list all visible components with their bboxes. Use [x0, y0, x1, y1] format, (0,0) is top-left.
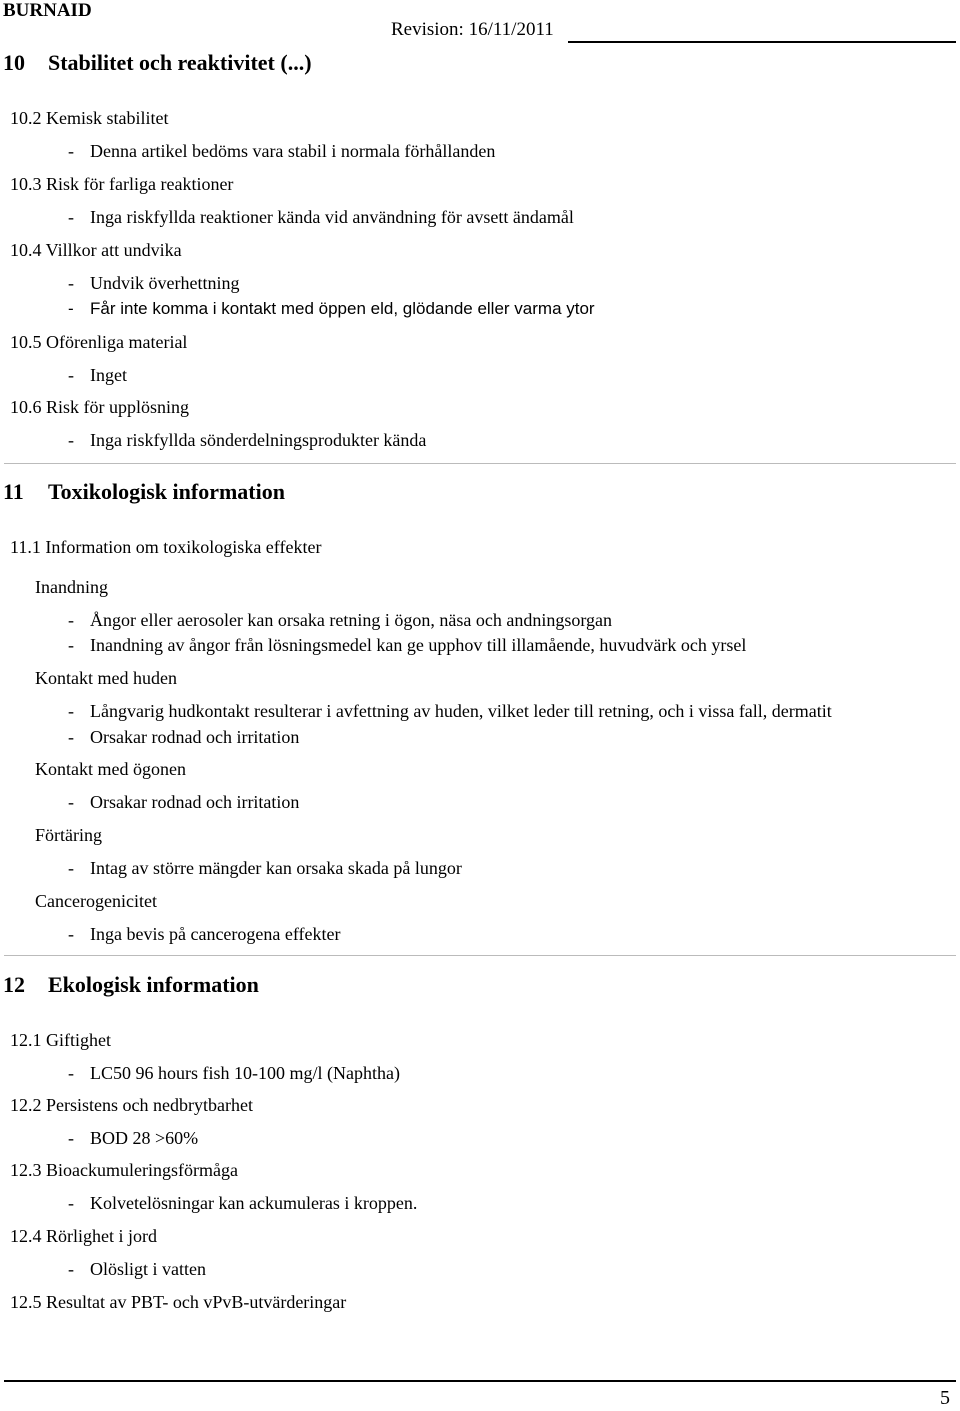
section-10-heading: [3, 50, 312, 76]
subsection-10-3: 10.3 Risk för farliga reaktioner: [10, 174, 234, 194]
category-inhalation: Inandning: [35, 577, 108, 597]
list-item: - Orsakar rodnad och irritation: [68, 792, 300, 812]
list-item: - Inga riskfyllda sönderdelningsprodukter kända: [68, 430, 427, 450]
section-12-heading: [3, 972, 259, 998]
brand-name: BURNAID: [3, 0, 92, 21]
subsection-10-4: 10.4 Villkor att undvika: [10, 240, 182, 260]
header-rule: [568, 41, 956, 43]
section-number: 11: [3, 479, 24, 504]
category-ingestion: Förtäring: [35, 825, 102, 845]
subsection-11-1: 11.1 Information om toxikologiska effekter: [10, 537, 322, 557]
list-item: - Inandning av ångor från lösningsmedel kan ge upphov till illamående, huvudvärk och yrsel: [68, 635, 747, 655]
footer-rule: [4, 1380, 956, 1382]
list-item: - Inga riskfyllda reaktioner kända vid användning för avsett ändamål: [68, 207, 574, 227]
page-number: 5: [940, 1387, 950, 1409]
section-title: Ekologisk information: [48, 972, 259, 997]
list-item: - Intag av större mängder kan orsaka skada på lungor: [68, 858, 462, 878]
category-skin-contact: Kontakt med huden: [35, 668, 177, 688]
section-number: 12: [3, 972, 25, 997]
section-title: Toxikologisk information: [48, 479, 285, 504]
section-title: Stabilitet och reaktivitet (...): [48, 50, 312, 75]
section-divider: [4, 463, 956, 464]
subsection-10-5: 10.5 Oförenliga material: [10, 332, 188, 352]
list-item: - Denna artikel bedöms vara stabil i normala förhållanden: [68, 141, 496, 161]
subsection-10-2: 10.2 Kemisk stabilitet: [10, 108, 169, 128]
subsection-10-6: 10.6 Risk för upplösning: [10, 397, 190, 417]
section-divider: [4, 955, 956, 956]
list-item: - Kolvetelösningar kan ackumuleras i kroppen.: [68, 1193, 418, 1213]
list-item: - BOD 28 >60%: [68, 1128, 199, 1148]
subsection-12-2: 12.2 Persistens och nedbrytbarhet: [10, 1095, 253, 1115]
list-item: - Inga bevis på cancerogena effekter: [68, 924, 341, 944]
list-item: - Ångor eller aerosoler kan orsaka retning i ögon, näsa och andningsorgan: [68, 610, 613, 630]
subsection-12-4: 12.4 Rörlighet i jord: [10, 1226, 157, 1246]
category-eye-contact: Kontakt med ögonen: [35, 759, 186, 779]
subsection-12-1: 12.1 Giftighet: [10, 1030, 111, 1050]
list-item: - Långvarig hudkontakt resulterar i avfettning av huden, vilket leder till retning, och i vissa fall, dermatit: [68, 701, 832, 721]
revision-date: Revision: 16/11/2011: [391, 19, 554, 40]
section-number: 10: [3, 50, 25, 75]
subsection-12-5: 12.5 Resultat av PBT- och vPvB-utvärderingar: [10, 1292, 347, 1312]
section-11-heading: [3, 479, 285, 505]
list-item: - Orsakar rodnad och irritation: [68, 727, 300, 747]
list-item: - Undvik överhettning: [68, 273, 240, 293]
list-item: - Får inte komma i kontakt med öppen eld, glödande eller varma ytor: [68, 299, 595, 318]
list-item: - Olösligt i vatten: [68, 1259, 206, 1279]
list-item: - LC50 96 hours fish 10-100 mg/l (Naphtha): [68, 1063, 400, 1083]
category-carcinogenicity: Cancerogenicitet: [35, 891, 157, 911]
list-item: - Inget: [68, 365, 127, 385]
subsection-12-3: 12.3 Bioackumuleringsförmåga: [10, 1160, 238, 1180]
